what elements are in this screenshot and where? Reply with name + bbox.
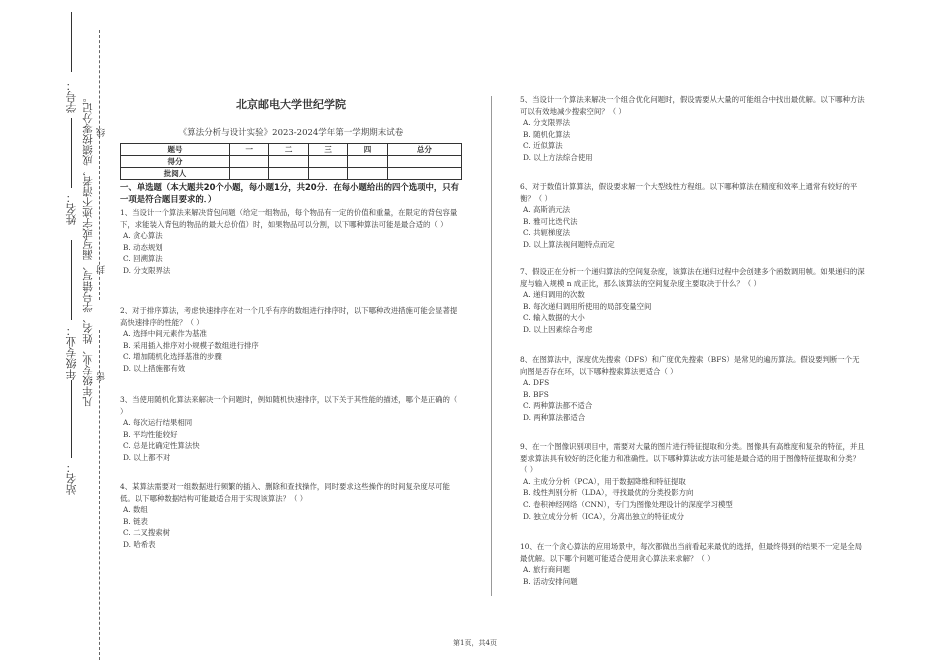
question-stem: 7、假设正在分析一个递归算法的空间复杂度，该算法在递归过程中会创建多个函数调用帧。如果递归的深度与输入规模 n 成正比，那么该算法的空间复杂度主要取决于什么？（ ） [520, 267, 865, 288]
option-b: B. 链表 [123, 516, 148, 526]
option-a: A. 每次运行结果相同 [123, 418, 193, 428]
option-a: A. 分支限界法 [523, 118, 570, 128]
score-table-header [121, 144, 462, 156]
option-d: D. 两种算法都适合 [523, 412, 586, 422]
option-d: D. 以上因素综合考虑 [523, 324, 593, 334]
option-b: B. 平均性能较好 [123, 429, 178, 439]
page-number: 第1页，共4页 [453, 639, 497, 647]
question-2 [120, 305, 462, 375]
score-row-grader [121, 168, 462, 180]
option-a: A. 主成分分析（PCA），用于数据降维和特征提取 [523, 476, 686, 486]
option-a: A. 递归调用的次数 [523, 290, 585, 300]
option-d: D. 以上措施都有效 [123, 363, 186, 373]
binding-strip [0, 0, 110, 672]
name-label: 姓名： [65, 192, 78, 225]
option-c: C. 近似算法 [523, 141, 563, 151]
question-stem: 4、某算法需要对一组数据进行频繁的插入、删除和查找操作，同时要求这些操作的时间复杂度尽可能低。以下哪种数据结构可能最适合用于实现该算法？（ ） [120, 482, 450, 503]
score-row-points [121, 156, 462, 168]
binding-notice: 凡年级专业、姓名、学号错写、漏写或字迹不清者，成绩按零分记。 [82, 92, 94, 407]
option-c: C. 输入数据的大小 [523, 313, 585, 323]
option-a: A. 贪心算法 [123, 231, 163, 241]
name-line [71, 118, 72, 188]
option-a: A. DFS [523, 378, 550, 388]
question-4 [120, 481, 462, 551]
option-d: D. 以上方法综合使用 [523, 152, 593, 162]
section-heading: 一、单选题（本大题共20个小题，每小题1分，共20分．在每小题给出的四个选项中，只有一项是符合题目要求的．） [120, 182, 460, 204]
question-8 [520, 354, 865, 424]
option-b: B. 线性判别分析（LDA），寻找最优的分类投影方向 [523, 488, 694, 498]
option-b: B. 每次递归调用所使用的局部变量空间 [523, 301, 652, 311]
option-b: B. 随机化算法 [523, 129, 571, 139]
question-stem: 10、在一个贪心算法的应用场景中，每次都做出当前看起来最优的选择，但最终得到的结果不一定是全局最优解。以下哪个问题可能适合使用贪心算法来求解？（ ） [520, 542, 862, 563]
option-c: C. 共轭梯度法 [523, 228, 571, 238]
option-c: C. 卷积神经网络（CNN），专门为图像处理设计的深度学习模型 [523, 499, 733, 509]
class-line [71, 240, 72, 320]
option-c: C. 二叉搜索树 [123, 528, 171, 538]
question-5 [520, 94, 865, 164]
question-3 [120, 394, 462, 464]
question-stem: 8、在图算法中，深度优先搜索（DFS）和广度优先搜索（BFS）是常见的遍历算法。假设要判断一个无向图是否存在环，以下哪种搜索算法更适合（ ） [520, 355, 860, 376]
campus-label: 站名： [65, 462, 78, 495]
option-d: D. 独立成分分析（ICA），分离出独立的特征成分 [523, 511, 684, 521]
option-d: D. 分支限界法 [123, 265, 171, 275]
cut-line-upper [99, 30, 100, 300]
class-label: 年级专业： [65, 325, 78, 380]
question-stem: 1、当设计一个算法来解决背包问题（给定一组物品，每个物品有一定的价值和重量，在限定的背包容量下，求能装入背包的物品的最大总价值）时，如果物品可以分割，以下哪种算法可能是最合适的（ ） [120, 208, 458, 229]
option-b: B. 雅可比迭代法 [523, 216, 578, 226]
question-9 [520, 441, 865, 522]
option-a: A. 高斯消元法 [523, 205, 570, 215]
question-10 [520, 541, 865, 587]
question-stem: 3、当使用随机化算法来解决一个问题时，例如随机快速排序，以下关于其性能的描述，哪个是正确的（ ） [120, 395, 458, 416]
school-title: 北京邮电大学世纪学院 [236, 98, 346, 111]
question-1 [120, 207, 462, 277]
option-b: B. 采用插入排序对小规模子数组进行排序 [123, 340, 259, 350]
score-col-4: 四 [348, 144, 387, 156]
score-col-3: 三 [308, 144, 347, 156]
option-b: B. 动态规划 [123, 242, 163, 252]
student-id-line [71, 12, 72, 72]
score-col-1: 一 [230, 144, 269, 156]
seal-char-2: 封 [97, 265, 107, 274]
option-b: B. 活动安排问题 [523, 576, 578, 586]
option-d: D. 哈希表 [123, 539, 156, 549]
score-col-2: 二 [269, 144, 308, 156]
campus-line [71, 380, 72, 458]
option-b: B. BFS [523, 389, 549, 399]
option-a: A. 数组 [123, 505, 148, 515]
seal-char-1: 线 [97, 128, 107, 137]
question-stem: 6、对于数值计算算法，假设要求解一个大型线性方程组。以下哪种算法在精度和效率上通常有较好的平衡？（ ） [520, 182, 858, 203]
seal-char-3: 密 [97, 372, 107, 381]
exam-title: 《算法分析与设计实验》2023-2024学年第一学期期末试卷 [178, 128, 404, 138]
question-6 [520, 181, 865, 251]
option-c: C. 增加随机化选择基准的步骤 [123, 352, 222, 362]
option-d: D. 以上算法视问题特点而定 [523, 239, 615, 249]
question-stem: 2、对于排序算法，考虑快速排序在对一个几乎有序的数组进行排序时，以下哪种改进措施可能会显著提高快速排序的性能？（ ） [120, 306, 458, 327]
score-col-total: 总分 [387, 144, 461, 156]
student-id-label: 学号： [65, 80, 78, 113]
score-table [120, 143, 462, 180]
question-stem: 9、在一个图像识别项目中，需要对大量的图片进行特征提取和分类。图像具有高维度和复杂的特征，并且要求算法具有较好的泛化能力和准确性。以下哪种算法或方法可能是最合适的用于图像特征提取和分类？（ ） [520, 442, 865, 475]
option-c: C. 总是比确定性算法快 [123, 441, 200, 451]
question-7 [520, 266, 865, 336]
option-d: D. 以上都不对 [123, 452, 171, 462]
score-col-label: 题号 [121, 144, 230, 156]
option-c: C. 两种算法都不适合 [523, 401, 593, 411]
grader-row-label: 批阅人 [121, 168, 230, 180]
score-row-label: 得分 [121, 156, 230, 168]
option-a: A. 旅行商问题 [523, 565, 570, 575]
column-divider [491, 96, 492, 596]
option-c: C. 回溯算法 [123, 254, 163, 264]
question-stem: 5、当设计一个算法来解决一个组合优化问题时，假设需要从大量的可能组合中找出最优解。以下哪种方法可以有效地减少搜索空间？（ ） [520, 95, 865, 116]
option-a: A. 选择中间元素作为基准 [123, 329, 207, 339]
